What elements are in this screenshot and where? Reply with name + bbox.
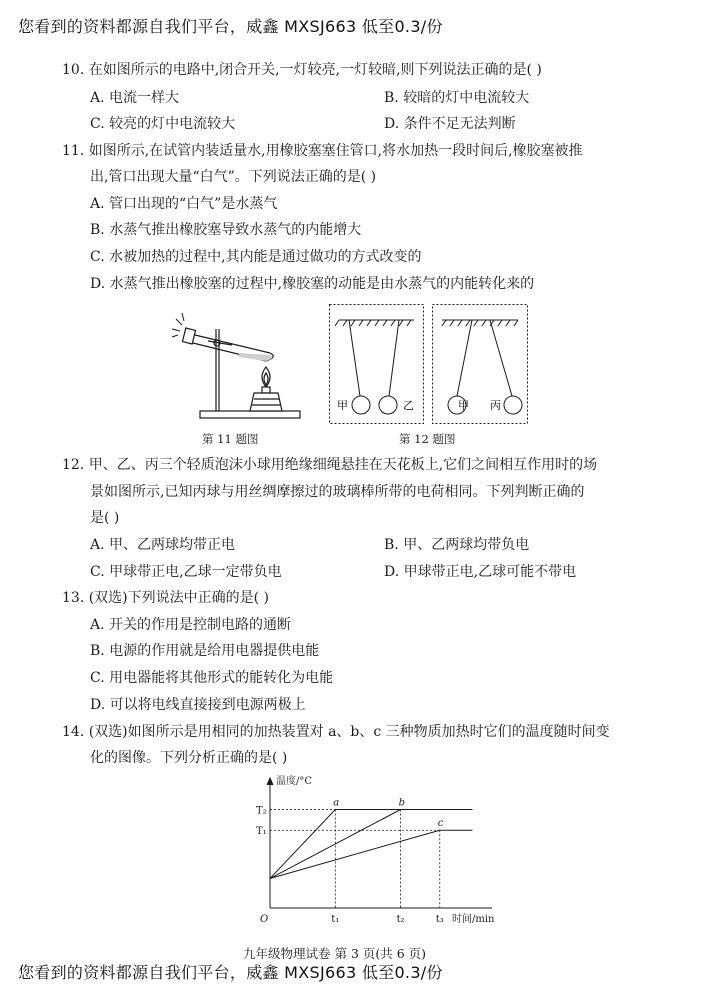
- q12-stem-line2: 景如图所示,已知丙球与用丝绸摩擦过的玻璃棒所带的电荷相同。下列判断正确的: [90, 484, 585, 500]
- series-label-c: c: [437, 818, 444, 830]
- q12-stem-line3: 是( ): [90, 510, 120, 526]
- ball-label-bing: 丙: [490, 399, 501, 412]
- x-tick-label-2: t₃: [435, 914, 444, 925]
- q13-option-c: C. 用电器能将其他形式的能转化为电能: [90, 670, 334, 686]
- q12-option-a: A. 甲、乙两球均带正电: [90, 537, 236, 553]
- q10-option-d: D. 条件不足无法判断: [384, 116, 516, 132]
- q13-stem: 13. (双选)下列说法中正确的是( ): [62, 590, 270, 606]
- q10-option-c: C. 较亮的灯中电流较大: [90, 116, 236, 132]
- y-axis-arrow: [267, 778, 273, 785]
- watermark-bottom: 您看到的资料都源自我们平台，威鑫 MXSJ663 低至0.3/份: [18, 963, 443, 982]
- q10-stem: 10. 在如图所示的电路中,闭合开关,一灯较亮,一灯较暗,则下列说法正确的是( ): [62, 62, 542, 78]
- q11-option-d: D. 水蒸气推出橡胶塞的过程中,橡胶塞的动能是由水蒸气的内能转化来的: [90, 276, 535, 292]
- q12-stem-line1: 12. 甲、乙、丙三个轻质泡沫小球用绝缘细绳悬挂在天花板上,它们之间相互作用时的场: [62, 457, 598, 473]
- figure-14-temperature-chart: [240, 772, 500, 932]
- q12-option-b: B. 甲、乙两球均带负电: [384, 537, 530, 553]
- page-footer: 九年级物理试卷 第 3 页(共 6 页): [243, 946, 427, 961]
- q11-option-b: B. 水蒸气推出橡胶塞导致水蒸气的内能增大: [90, 222, 362, 238]
- figure-12-caption: 第 12 题图: [399, 432, 456, 446]
- series-line-c: [270, 830, 472, 878]
- series-label-a: a: [333, 797, 340, 809]
- figure-11-test-tube: [170, 305, 310, 427]
- x-axis-label: 时间/min: [452, 914, 495, 925]
- q11-option-a: A. 管口出现的“白气”是水蒸气: [90, 196, 278, 212]
- q13-option-b: B. 电源的作用就是给用电器提供电能: [90, 643, 320, 659]
- q11-stem-line2: 出,管口出现大量“白气”。下列说法正确的是( ): [90, 169, 377, 185]
- figure-12-right-box: [432, 304, 528, 424]
- q10-option-b: B. 较暗的灯中电流较大: [384, 90, 530, 106]
- x-tick-label-0: t₁: [331, 914, 340, 925]
- series-label-b: b: [398, 797, 405, 809]
- q14-stem-line2: 化的图像。下列分析正确的是( ): [90, 750, 288, 766]
- y-tick-label-1: T₁: [256, 826, 267, 838]
- figure-11-caption: 第 11 题图: [202, 432, 259, 446]
- origin-label: O: [260, 914, 269, 925]
- ball-label-yi: 乙: [403, 399, 414, 412]
- q11-stem-line1: 11. 如图所示,在试管内装适量水,用橡胶塞塞住管口,将水加热一段时间后,橡胶塞被推: [62, 143, 583, 159]
- ball-label-jia-2: 甲: [458, 399, 469, 412]
- figure-12-left-box: [329, 304, 424, 424]
- q12-option-c: C. 甲球带正电,乙球一定带负电: [90, 564, 282, 580]
- q13-option-d: D. 可以将电线直接接到电源两极上: [90, 697, 306, 713]
- q14-stem-line1: 14. (双选)如图所示是用相同的加热装置对 a、b、c 三种物质加热时它们的温度随时间变: [62, 724, 610, 740]
- y-tick-label-0: T₂: [256, 805, 267, 817]
- q10-option-a: A. 电流一样大: [90, 90, 180, 106]
- q12-option-d: D. 甲球带正电,乙球可能不带电: [384, 564, 577, 580]
- x-tick-label-1: t₂: [396, 914, 405, 925]
- y-axis-label: 温度/°C: [276, 776, 313, 787]
- watermark-top: 您看到的资料都源自我们平台，威鑫 MXSJ663 低至0.3/份: [18, 17, 443, 36]
- ball-label-jia: 甲: [337, 399, 348, 412]
- q13-option-a: A. 开关的作用是控制电路的通断: [90, 617, 292, 633]
- q11-option-c: C. 水被加热的过程中,其内能是通过做功的方式改变的: [90, 249, 422, 265]
